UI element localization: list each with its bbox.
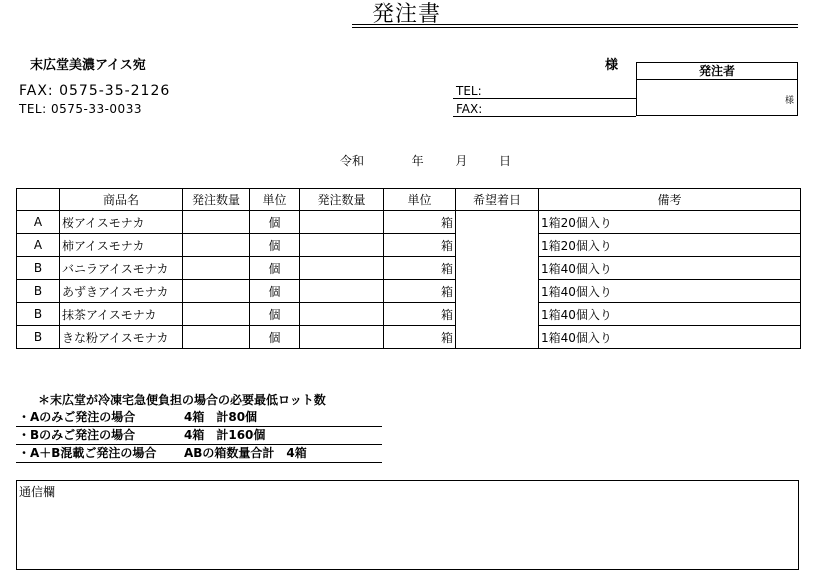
unit-boxes: 箱 [384, 257, 456, 280]
col-header-group [17, 189, 60, 211]
customer-tel-line [453, 98, 636, 99]
col-header-unit-pieces: 単位 [250, 189, 300, 211]
unit-boxes: 箱 [384, 303, 456, 326]
row-note: 1箱40個入り [539, 280, 801, 303]
col-header-notes: 備考 [539, 189, 801, 211]
qty-pieces-cell[interactable] [183, 326, 250, 349]
col-header-desired-date: 希望着日 [456, 189, 539, 211]
row-group: A [17, 234, 60, 257]
row-product: 柿アイスモナカ [60, 234, 183, 257]
table-row [17, 211, 801, 234]
unit-boxes: 箱 [384, 234, 456, 257]
date-month: 月 [455, 154, 468, 168]
row-note: 1箱40個入り [539, 257, 801, 280]
customer-fax-line [453, 116, 636, 117]
row-note: 1箱20個入り [539, 234, 801, 257]
qty-boxes-cell[interactable] [300, 257, 384, 280]
unit-pieces: 個 [250, 303, 300, 326]
date-day: 日 [499, 154, 512, 168]
order-date[interactable] [340, 152, 511, 169]
table-row [17, 303, 801, 326]
row-note: 1箱20個入り [539, 211, 801, 234]
qty-boxes-cell[interactable] [300, 211, 384, 234]
recipient-tel: TEL: 0575-33-0033 [19, 102, 142, 116]
orderer-box[interactable] [636, 62, 798, 116]
unit-boxes: 箱 [384, 211, 456, 234]
row-note: 1箱40個入り [539, 326, 801, 349]
table-row [17, 257, 801, 280]
qty-pieces-cell[interactable] [183, 280, 250, 303]
orderer-label: 発注者 [637, 63, 797, 80]
lot-row [16, 427, 382, 445]
col-header-product: 商品名 [60, 189, 183, 211]
date-era: 令和 [340, 154, 365, 168]
lot-row-label: ・A＋B混載ご発注の場合 [18, 446, 157, 460]
qty-pieces-cell[interactable] [183, 211, 250, 234]
lot-row-value: 4箱 計160個 [184, 428, 266, 442]
orderer-sama: 様 [784, 96, 794, 106]
qty-boxes-cell[interactable] [300, 326, 384, 349]
row-group: B [17, 303, 60, 326]
desired-date-cell[interactable] [456, 211, 539, 349]
row-group: A [17, 211, 60, 234]
row-product: あずきアイスモナカ [60, 280, 183, 303]
row-group: B [17, 326, 60, 349]
recipient-fax: FAX: 0575-35-2126 [19, 83, 171, 99]
title-underline-1 [352, 24, 798, 25]
lot-row-value: ABの箱数量合計 4箱 [184, 446, 307, 460]
customer-tel-label: TEL: [456, 84, 482, 98]
lot-title: ＊末広堂が冷凍宅急便負担の場合の必要最低ロット数 [38, 393, 326, 407]
lot-row [16, 409, 382, 427]
qty-pieces-cell[interactable] [183, 257, 250, 280]
unit-pieces: 個 [250, 234, 300, 257]
customer-fax-label: FAX: [456, 102, 483, 116]
page-title: 発注書 [371, 2, 441, 27]
col-header-unit-boxes: 単位 [384, 189, 456, 211]
date-year: 年 [411, 154, 424, 168]
qty-boxes-cell[interactable] [300, 280, 384, 303]
order-table [16, 188, 801, 349]
unit-pieces: 個 [250, 257, 300, 280]
row-group: B [17, 280, 60, 303]
unit-boxes: 箱 [384, 280, 456, 303]
qty-boxes-cell[interactable] [300, 303, 384, 326]
row-product: 抹茶アイスモナカ [60, 303, 183, 326]
qty-boxes-cell[interactable] [300, 234, 384, 257]
table-row [17, 326, 801, 349]
table-header-row [17, 189, 801, 211]
recipient-name: 末広堂美濃アイス宛 [30, 58, 146, 73]
row-note: 1箱40個入り [539, 303, 801, 326]
title-underline-2 [352, 27, 798, 28]
memo-box[interactable] [16, 480, 799, 570]
lot-row [16, 445, 382, 463]
unit-pieces: 個 [250, 211, 300, 234]
lot-row-value: 4箱 計80個 [184, 410, 258, 424]
col-header-qty-pieces: 発注数量 [183, 189, 250, 211]
unit-pieces: 個 [250, 280, 300, 303]
qty-pieces-cell[interactable] [183, 303, 250, 326]
row-product: バニラアイスモナカ [60, 257, 183, 280]
table-row [17, 280, 801, 303]
row-product: きな粉アイスモナカ [60, 326, 183, 349]
unit-boxes: 箱 [384, 326, 456, 349]
lot-row-label: ・Bのみご発注の場合 [18, 428, 136, 442]
table-row [17, 234, 801, 257]
customer-sama: 様 [605, 58, 619, 73]
col-header-qty-boxes: 発注数量 [300, 189, 384, 211]
unit-pieces: 個 [250, 326, 300, 349]
row-group: B [17, 257, 60, 280]
qty-pieces-cell[interactable] [183, 234, 250, 257]
lot-row-label: ・Aのみご発注の場合 [18, 410, 136, 424]
memo-label: 通信欄 [19, 485, 56, 499]
row-product: 桜アイスモナカ [60, 211, 183, 234]
